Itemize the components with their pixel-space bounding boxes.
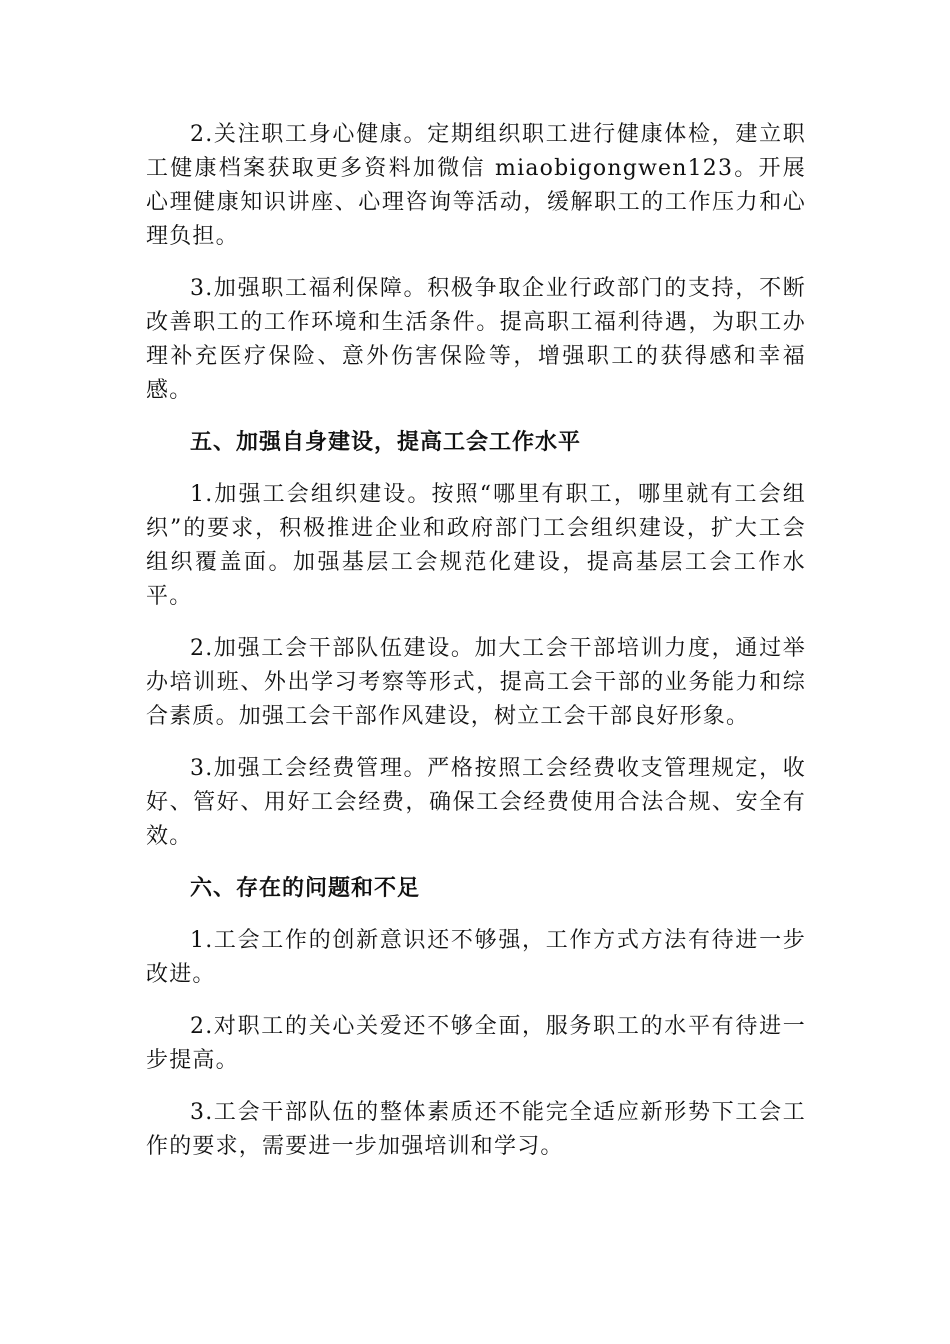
section-heading-five: 五、加强自身建设，提高工会工作水平 (190, 430, 582, 455)
section-heading-six: 六、存在的问题和不足 (190, 876, 421, 901)
paragraph-problem-care: 2.对职工的关心关爱还不够全面，服务职工的水平有待进一步提高。 (146, 1014, 806, 1073)
paragraph-cadre-building: 2.加强工会干部队伍建设。加大工会干部培训力度，通过举办培训班、外出学习考察等形式，提高工会干部的业务能力和综合素质。加强工会干部作风建设，树立工会干部良好形象。 (146, 636, 806, 729)
paragraph-problem-quality: 3.工会干部队伍的整体素质还不能完全适应新形势下工会工作的要求，需要进一步加强培训和学习。 (146, 1100, 806, 1159)
paragraph-health-care: 2.关注职工身心健康。定期组织职工进行健康体检，建立职工健康档案获取更多资料加微信 miaobigongwen123。开展心理健康知识讲座、心理咨询等活动，缓解职工的工作压力和心理负担。 (146, 122, 806, 249)
paragraph-fund-management: 3.加强工会经费管理。严格按照工会经费收支管理规定，收好、管好、用好工会经费，确保工会经费使用合法合规、安全有效。 (146, 756, 806, 849)
paragraph-problem-innovation: 1.工会工作的创新意识还不够强，工作方式方法有待进一步改进。 (146, 928, 806, 987)
document-body (146, 118, 806, 1182)
paragraph-organization-building: 1.加强工会组织建设。按照“哪里有职工，哪里就有工会组织”的要求，积极推进企业和政府部门工会组织建设，扩大工会组织覆盖面。加强基层工会规范化建设，提高基层工会工作水平。 (146, 482, 806, 609)
paragraph-welfare: 3.加强职工福利保障。积极争取企业行政部门的支持，不断改善职工的工作环境和生活条件。提高职工福利待遇，为职工办理补充医疗保险、意外伤害保险等，增强职工的获得感和幸福感。 (146, 276, 806, 403)
